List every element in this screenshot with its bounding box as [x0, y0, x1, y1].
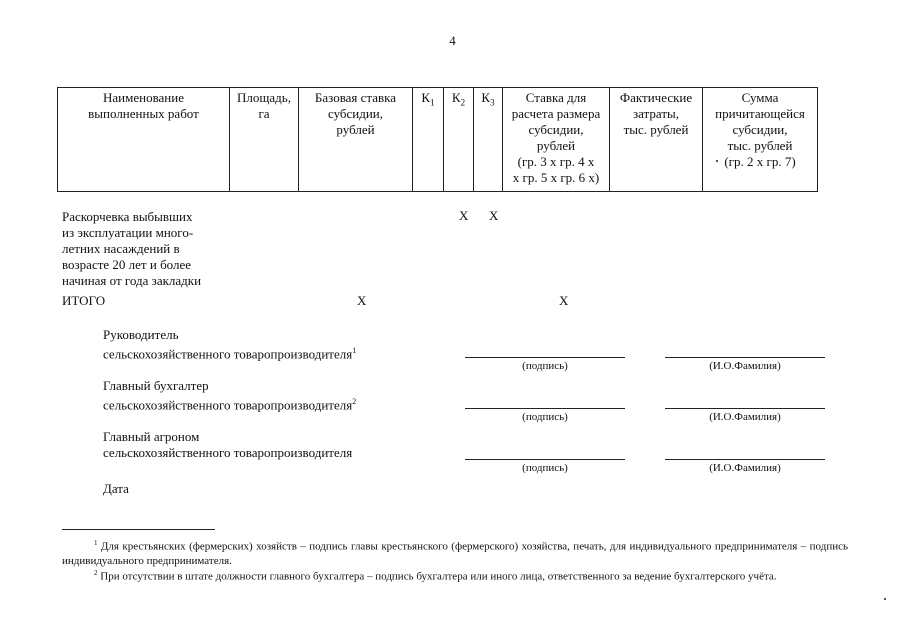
footnote-separator	[62, 529, 215, 530]
header-k3: $К_3$	[474, 88, 503, 192]
date-label: Дата	[103, 481, 129, 496]
signature-line-head[interactable]	[465, 357, 625, 358]
header-actual-costs: Фактические затраты, тыс. рублей	[610, 88, 703, 192]
caption-name-agronomist: (И.О.Фамилия)	[709, 462, 781, 474]
total-base-rate-mark: Х	[357, 293, 367, 308]
subsidy-table	[57, 87, 818, 192]
signature-agronomist: Главный агроном сельскохозяйственного товаропроизводителя	[103, 429, 353, 460]
signature-head: Руководитель сельскохозяйственного товаропроизводителя$^1$	[103, 327, 357, 362]
total-calc-rate-mark: Х	[559, 293, 569, 308]
k3-not-applicable-mark: Х	[489, 208, 499, 223]
caption-sign-head: (подпись)	[522, 360, 568, 372]
k2-not-applicable-mark: Х	[459, 208, 469, 223]
header-area: Площадь, га	[230, 88, 299, 192]
header-base-rate: Базовая ставка субсидии, рублей	[299, 88, 413, 192]
header-calc-rate: Ставка для расчета размера субсидии, рублей (гр. 3 х гр. 4 х х гр. 5 х гр. 6 х)	[503, 88, 610, 192]
signature-line-agronomist[interactable]	[465, 459, 625, 460]
caption-sign-agronomist: (подпись)	[522, 462, 568, 474]
header-work-name: Наименование выполненных работ	[58, 88, 230, 192]
header-subsidy-sum: Сумма причитающейся субсидии, тыс. рублей (гр. 2 х гр. 7)	[703, 88, 818, 192]
signature-accountant: Главный бухгалтер сельскохозяйственного товаропроизводителя$^2$	[103, 378, 357, 413]
scan-speck	[716, 160, 718, 162]
caption-name-accountant: (И.О.Фамилия)	[709, 411, 781, 423]
header-k1: $К_1$	[413, 88, 444, 192]
footnote-2: $^2$ При отсутствии в штате должности главного бухгалтера – подпись бухгалтера или иного лица, ответственного за ведение бухгалтерского учёта.	[94, 569, 777, 583]
name-line-agronomist[interactable]	[665, 459, 825, 460]
footnote-1: $^1$ Для крестьянских (фермерских) хозяйств – подпись главы крестьянского (фермерского) хозяйства, печать, для индивидуального предпринимателя – подпись индивидуального предпринимателя.	[62, 539, 848, 567]
caption-name-head: (И.О.Фамилия)	[709, 360, 781, 372]
name-line-accountant[interactable]	[665, 408, 825, 409]
caption-sign-accountant: (подпись)	[522, 411, 568, 423]
work-description: Раскорчевка выбывших из эксплуатации много- летних насаждений в возрасте 20 лет и более начиная от года закладки	[62, 209, 202, 288]
total-label: ИТОГО	[62, 293, 106, 308]
signature-line-accountant[interactable]	[465, 408, 625, 409]
header-k2: $К_2$	[444, 88, 474, 192]
page-number: 4	[449, 33, 456, 48]
scan-speck	[884, 598, 886, 600]
name-line-head[interactable]	[665, 357, 825, 358]
